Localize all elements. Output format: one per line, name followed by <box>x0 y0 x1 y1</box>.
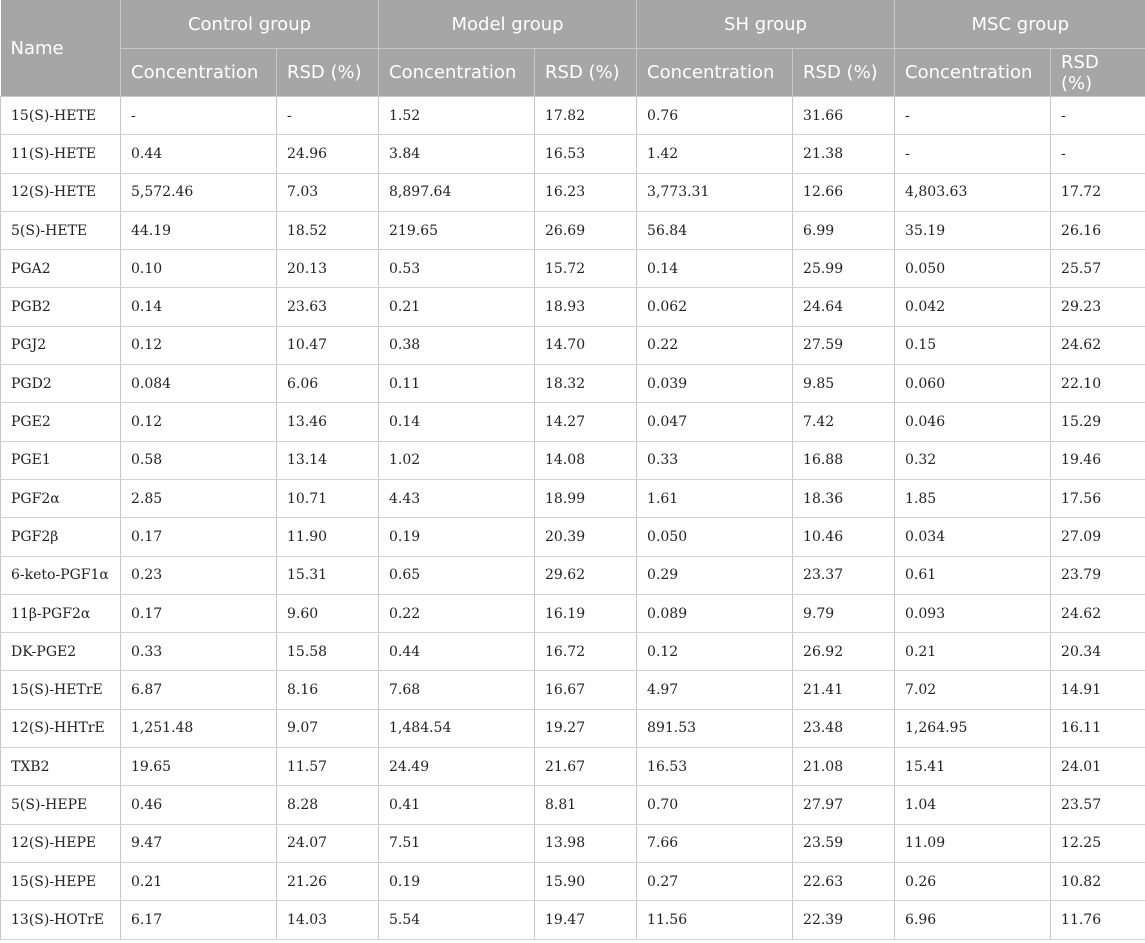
sh-concentration-cell: 0.047 <box>637 403 793 441</box>
sh-concentration-cell: 0.33 <box>637 441 793 479</box>
sh-rsd-cell: 6.99 <box>793 211 895 249</box>
compound-name-cell: 15(S)-HEPE <box>1 862 121 900</box>
msc-concentration-cell: 7.02 <box>895 671 1051 709</box>
sh-concentration-cell: 0.14 <box>637 250 793 288</box>
sh-rsd-cell: 16.88 <box>793 441 895 479</box>
msc-concentration-cell: 4,803.63 <box>895 173 1051 211</box>
control-rsd-cell: - <box>277 97 379 135</box>
control-rsd-cell: 20.13 <box>277 250 379 288</box>
table-row <box>1 748 1145 786</box>
msc-rsd-cell: 24.62 <box>1051 326 1145 364</box>
model-concentration-cell: 219.65 <box>379 211 535 249</box>
model-concentration-cell: 7.51 <box>379 824 535 862</box>
sh-concentration-cell: 0.27 <box>637 862 793 900</box>
sh-concentration-cell: 0.062 <box>637 288 793 326</box>
model-concentration-cell: 0.41 <box>379 786 535 824</box>
model-rsd-cell: 15.72 <box>535 250 637 288</box>
msc-concentration-cell: 0.15 <box>895 326 1051 364</box>
concentration-header: Concentration <box>895 49 1051 97</box>
compound-name-cell: DK-PGE2 <box>1 633 121 671</box>
rsd-header: RSD (%) <box>793 49 895 97</box>
sh-rsd-cell: 21.08 <box>793 748 895 786</box>
model-concentration-cell: 3.84 <box>379 135 535 173</box>
table-row <box>1 901 1145 939</box>
model-concentration-cell: 0.11 <box>379 365 535 403</box>
msc-rsd-cell: 11.76 <box>1051 901 1145 939</box>
control-concentration-cell: 9.47 <box>121 824 277 862</box>
model-concentration-cell: 1.02 <box>379 441 535 479</box>
sh-concentration-cell: 7.66 <box>637 824 793 862</box>
compound-name-cell: PGA2 <box>1 250 121 288</box>
control-rsd-cell: 23.63 <box>277 288 379 326</box>
sh-concentration-cell: 0.29 <box>637 556 793 594</box>
model-concentration-cell: 0.44 <box>379 633 535 671</box>
control-rsd-cell: 8.16 <box>277 671 379 709</box>
model-rsd-cell: 15.90 <box>535 862 637 900</box>
table-header <box>1 0 1145 97</box>
sh-rsd-cell: 9.79 <box>793 594 895 632</box>
msc-rsd-cell: 17.56 <box>1051 479 1145 517</box>
table-row <box>1 556 1145 594</box>
msc-rsd-cell: - <box>1051 97 1145 135</box>
sh-rsd-cell: 7.42 <box>793 403 895 441</box>
name-column-header: Name <box>1 0 121 97</box>
sh-rsd-cell: 31.66 <box>793 97 895 135</box>
msc-rsd-cell: 27.09 <box>1051 518 1145 556</box>
model-rsd-cell: 29.62 <box>535 556 637 594</box>
concentration-header: Concentration <box>121 49 277 97</box>
model-rsd-cell: 16.72 <box>535 633 637 671</box>
model-concentration-cell: 0.21 <box>379 288 535 326</box>
control-group-header: Control group <box>121 0 379 49</box>
sh-rsd-cell: 21.41 <box>793 671 895 709</box>
msc-concentration-cell: 1.85 <box>895 479 1051 517</box>
sh-rsd-cell: 12.66 <box>793 173 895 211</box>
sh-rsd-cell: 25.99 <box>793 250 895 288</box>
msc-concentration-cell: 0.050 <box>895 250 1051 288</box>
msc-concentration-cell: 0.26 <box>895 862 1051 900</box>
control-concentration-cell: 5,572.46 <box>121 173 277 211</box>
compound-name-cell: PGF2β <box>1 518 121 556</box>
msc-rsd-cell: 17.72 <box>1051 173 1145 211</box>
compound-name-cell: PGD2 <box>1 365 121 403</box>
msc-rsd-cell: 23.79 <box>1051 556 1145 594</box>
msc-rsd-cell: 24.62 <box>1051 594 1145 632</box>
rsd-header: RSD (%) <box>1051 49 1145 97</box>
compound-name-cell: PGB2 <box>1 288 121 326</box>
msc-concentration-cell: 0.042 <box>895 288 1051 326</box>
control-rsd-cell: 8.28 <box>277 786 379 824</box>
msc-rsd-cell: 10.82 <box>1051 862 1145 900</box>
rsd-header: RSD (%) <box>277 49 379 97</box>
model-concentration-cell: 0.22 <box>379 594 535 632</box>
model-concentration-cell: 1,484.54 <box>379 709 535 747</box>
model-concentration-cell: 1.52 <box>379 97 535 135</box>
control-concentration-cell: 0.46 <box>121 786 277 824</box>
compound-name-cell: 11β-PGF2α <box>1 594 121 632</box>
table-row <box>1 479 1145 517</box>
table-row <box>1 824 1145 862</box>
model-concentration-cell: 7.68 <box>379 671 535 709</box>
msc-concentration-cell: 0.61 <box>895 556 1051 594</box>
table-row <box>1 288 1145 326</box>
table-row <box>1 786 1145 824</box>
table-row <box>1 671 1145 709</box>
model-rsd-cell: 8.81 <box>535 786 637 824</box>
sh-concentration-cell: 0.76 <box>637 97 793 135</box>
sh-rsd-cell: 22.39 <box>793 901 895 939</box>
msc-concentration-cell: 0.093 <box>895 594 1051 632</box>
control-rsd-cell: 9.60 <box>277 594 379 632</box>
model-rsd-cell: 14.70 <box>535 326 637 364</box>
control-concentration-cell: 6.87 <box>121 671 277 709</box>
control-concentration-cell: 0.23 <box>121 556 277 594</box>
control-concentration-cell: 0.17 <box>121 518 277 556</box>
sh-concentration-cell: 56.84 <box>637 211 793 249</box>
sh-rsd-cell: 10.46 <box>793 518 895 556</box>
sh-rsd-cell: 26.92 <box>793 633 895 671</box>
model-concentration-cell: 0.14 <box>379 403 535 441</box>
sh-concentration-cell: 0.70 <box>637 786 793 824</box>
model-concentration-cell: 24.49 <box>379 748 535 786</box>
msc-rsd-cell: 23.57 <box>1051 786 1145 824</box>
table-body <box>1 97 1145 940</box>
msc-concentration-cell: 15.41 <box>895 748 1051 786</box>
control-concentration-cell: 44.19 <box>121 211 277 249</box>
sh-rsd-cell: 18.36 <box>793 479 895 517</box>
sh-concentration-cell: 16.53 <box>637 748 793 786</box>
model-concentration-cell: 0.65 <box>379 556 535 594</box>
control-concentration-cell: 0.33 <box>121 633 277 671</box>
control-concentration-cell: 0.21 <box>121 862 277 900</box>
table-row <box>1 709 1145 747</box>
msc-rsd-cell: 15.29 <box>1051 403 1145 441</box>
model-rsd-cell: 19.47 <box>535 901 637 939</box>
control-rsd-cell: 21.26 <box>277 862 379 900</box>
control-rsd-cell: 13.14 <box>277 441 379 479</box>
msc-concentration-cell: 1,264.95 <box>895 709 1051 747</box>
compound-name-cell: 11(S)-HETE <box>1 135 121 173</box>
model-concentration-cell: 4.43 <box>379 479 535 517</box>
control-rsd-cell: 11.57 <box>277 748 379 786</box>
sh-concentration-cell: 3,773.31 <box>637 173 793 211</box>
table-row <box>1 173 1145 211</box>
msc-concentration-cell: 0.060 <box>895 365 1051 403</box>
table-row <box>1 633 1145 671</box>
msc-rsd-cell: 29.23 <box>1051 288 1145 326</box>
table-row <box>1 97 1145 135</box>
msc-rsd-cell: 20.34 <box>1051 633 1145 671</box>
msc-rsd-cell: 16.11 <box>1051 709 1145 747</box>
control-concentration-cell: 0.44 <box>121 135 277 173</box>
control-rsd-cell: 18.52 <box>277 211 379 249</box>
compound-name-cell: 12(S)-HHTrE <box>1 709 121 747</box>
model-concentration-cell: 0.19 <box>379 518 535 556</box>
msc-concentration-cell: 1.04 <box>895 786 1051 824</box>
sh-concentration-cell: 0.050 <box>637 518 793 556</box>
sh-concentration-cell: 0.22 <box>637 326 793 364</box>
model-rsd-cell: 16.67 <box>535 671 637 709</box>
model-rsd-cell: 16.19 <box>535 594 637 632</box>
control-concentration-cell: 6.17 <box>121 901 277 939</box>
sh-rsd-cell: 24.64 <box>793 288 895 326</box>
compound-name-cell: 13(S)-HOTrE <box>1 901 121 939</box>
msc-concentration-cell: 35.19 <box>895 211 1051 249</box>
model-rsd-cell: 18.32 <box>535 365 637 403</box>
control-rsd-cell: 10.71 <box>277 479 379 517</box>
model-concentration-cell: 5.54 <box>379 901 535 939</box>
sh-concentration-cell: 1.42 <box>637 135 793 173</box>
sh-concentration-cell: 891.53 <box>637 709 793 747</box>
sh-rsd-cell: 9.85 <box>793 365 895 403</box>
model-concentration-cell: 8,897.64 <box>379 173 535 211</box>
msc-rsd-cell: 26.16 <box>1051 211 1145 249</box>
control-rsd-cell: 7.03 <box>277 173 379 211</box>
sh-concentration-cell: 0.089 <box>637 594 793 632</box>
msc-concentration-cell: 0.21 <box>895 633 1051 671</box>
control-rsd-cell: 11.90 <box>277 518 379 556</box>
control-concentration-cell: 19.65 <box>121 748 277 786</box>
msc-concentration-cell: 11.09 <box>895 824 1051 862</box>
control-concentration-cell: 0.17 <box>121 594 277 632</box>
sh-rsd-cell: 23.59 <box>793 824 895 862</box>
control-rsd-cell: 10.47 <box>277 326 379 364</box>
msc-concentration-cell: 6.96 <box>895 901 1051 939</box>
msc-rsd-cell: 19.46 <box>1051 441 1145 479</box>
control-concentration-cell: 0.58 <box>121 441 277 479</box>
compound-name-cell: 15(S)-HETrE <box>1 671 121 709</box>
msc-concentration-cell: 0.046 <box>895 403 1051 441</box>
compound-name-cell: 12(S)-HEPE <box>1 824 121 862</box>
msc-concentration-cell: - <box>895 135 1051 173</box>
compound-name-cell: PGE2 <box>1 403 121 441</box>
control-rsd-cell: 15.58 <box>277 633 379 671</box>
model-rsd-cell: 20.39 <box>535 518 637 556</box>
msc-concentration-cell: 0.034 <box>895 518 1051 556</box>
table-row <box>1 441 1145 479</box>
concentration-header: Concentration <box>637 49 793 97</box>
model-concentration-cell: 0.38 <box>379 326 535 364</box>
sh-concentration-cell: 0.12 <box>637 633 793 671</box>
control-concentration-cell: 0.10 <box>121 250 277 288</box>
control-rsd-cell: 14.03 <box>277 901 379 939</box>
compound-name-cell: PGJ2 <box>1 326 121 364</box>
table-row <box>1 594 1145 632</box>
msc-rsd-cell: 14.91 <box>1051 671 1145 709</box>
compound-name-cell: 5(S)-HEPE <box>1 786 121 824</box>
model-rsd-cell: 16.53 <box>535 135 637 173</box>
msc-concentration-cell: 0.32 <box>895 441 1051 479</box>
model-rsd-cell: 16.23 <box>535 173 637 211</box>
sh-rsd-cell: 22.63 <box>793 862 895 900</box>
table-row <box>1 403 1145 441</box>
table-row <box>1 518 1145 556</box>
msc-rsd-cell: 12.25 <box>1051 824 1145 862</box>
compound-name-cell: 15(S)-HETE <box>1 97 121 135</box>
compound-name-cell: PGE1 <box>1 441 121 479</box>
control-rsd-cell: 6.06 <box>277 365 379 403</box>
control-rsd-cell: 13.46 <box>277 403 379 441</box>
concentration-header: Concentration <box>379 49 535 97</box>
sh-rsd-cell: 23.48 <box>793 709 895 747</box>
sh-rsd-cell: 21.38 <box>793 135 895 173</box>
model-rsd-cell: 14.27 <box>535 403 637 441</box>
sh-rsd-cell: 27.97 <box>793 786 895 824</box>
compound-name-cell: 12(S)-HETE <box>1 173 121 211</box>
control-rsd-cell: 9.07 <box>277 709 379 747</box>
model-rsd-cell: 26.69 <box>535 211 637 249</box>
sh-concentration-cell: 1.61 <box>637 479 793 517</box>
msc-rsd-cell: - <box>1051 135 1145 173</box>
control-rsd-cell: 15.31 <box>277 556 379 594</box>
sh-concentration-cell: 11.56 <box>637 901 793 939</box>
control-concentration-cell: 0.084 <box>121 365 277 403</box>
table-row <box>1 211 1145 249</box>
model-rsd-cell: 18.99 <box>535 479 637 517</box>
model-rsd-cell: 17.82 <box>535 97 637 135</box>
table-row <box>1 135 1145 173</box>
control-rsd-cell: 24.07 <box>277 824 379 862</box>
model-rsd-cell: 14.08 <box>535 441 637 479</box>
model-rsd-cell: 13.98 <box>535 824 637 862</box>
table-row <box>1 326 1145 364</box>
model-rsd-cell: 21.67 <box>535 748 637 786</box>
control-concentration-cell: 0.12 <box>121 403 277 441</box>
control-concentration-cell: 0.12 <box>121 326 277 364</box>
msc-rsd-cell: 24.01 <box>1051 748 1145 786</box>
model-rsd-cell: 18.93 <box>535 288 637 326</box>
sh-concentration-cell: 4.97 <box>637 671 793 709</box>
table-row <box>1 862 1145 900</box>
model-group-header: Model group <box>379 0 637 49</box>
compound-name-cell: PGF2α <box>1 479 121 517</box>
compound-name-cell: 5(S)-HETE <box>1 211 121 249</box>
sh-concentration-cell: 0.039 <box>637 365 793 403</box>
sh-rsd-cell: 27.59 <box>793 326 895 364</box>
sh-group-header: SH group <box>637 0 895 49</box>
table-row <box>1 250 1145 288</box>
rsd-header: RSD (%) <box>535 49 637 97</box>
compound-name-cell: TXB2 <box>1 748 121 786</box>
compound-name-cell: 6-keto-PGF1α <box>1 556 121 594</box>
msc-concentration-cell: - <box>895 97 1051 135</box>
msc-rsd-cell: 25.57 <box>1051 250 1145 288</box>
control-concentration-cell: 2.85 <box>121 479 277 517</box>
control-concentration-cell: - <box>121 97 277 135</box>
model-concentration-cell: 0.53 <box>379 250 535 288</box>
control-concentration-cell: 0.14 <box>121 288 277 326</box>
control-rsd-cell: 24.96 <box>277 135 379 173</box>
msc-group-header: MSC group <box>895 0 1145 49</box>
msc-rsd-cell: 22.10 <box>1051 365 1145 403</box>
sh-rsd-cell: 23.37 <box>793 556 895 594</box>
model-concentration-cell: 0.19 <box>379 862 535 900</box>
control-concentration-cell: 1,251.48 <box>121 709 277 747</box>
model-rsd-cell: 19.27 <box>535 709 637 747</box>
table-row <box>1 365 1145 403</box>
